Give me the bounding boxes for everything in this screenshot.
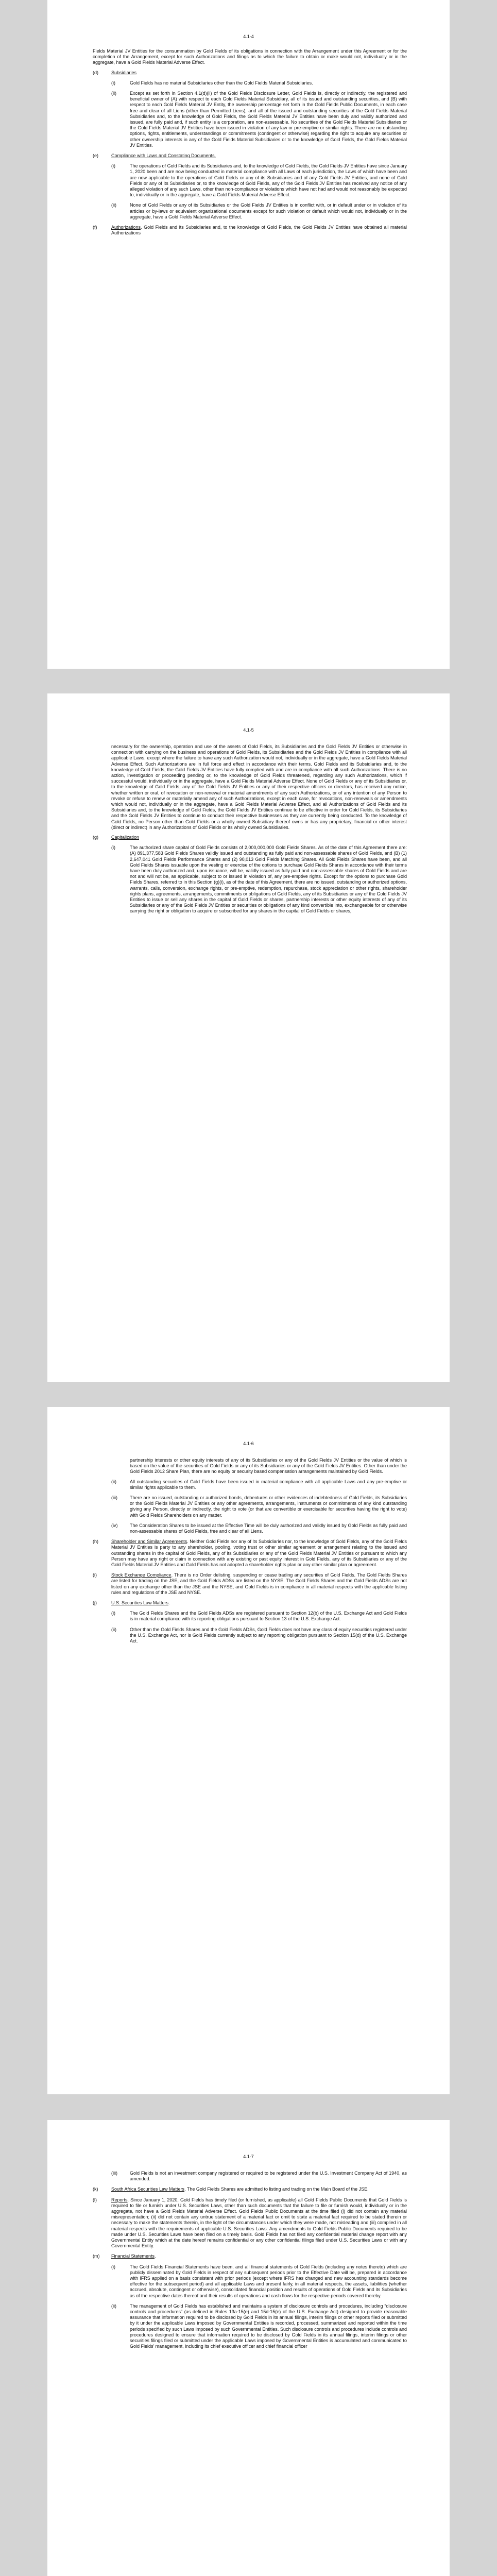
document-page — [47, 693, 450, 1382]
subclause-j-iii — [111, 2171, 407, 2182]
subclause-text: There are no issued, outstanding or authorized bonds, debentures or other evidences of indebtedness of Gold Fields, its Subsidiaries or the Gold Fields Material JV Entities or any other agreements, arrangements, instruments or commitments of any kind outstanding giving any Person, directly or indirectly, the right to vote (or that are convertible or exercisable for securities having the right to vote) with Gold Fields Shareholders on any matter. — [130, 1495, 407, 1518]
subclause-text: Other than the Gold Fields Shares and the Gold Fields ADSs, Gold Fields does not have any class of equity securities registered under the U.S. Exchange Act, nor is Gold Fields currently subject to any reporting obligation pursuant to Section 15(d) of the U.S. Exchange Act. — [130, 1626, 407, 1644]
subclause-text: The management of Gold Fields has established and maintains a system of disclosure controls and procedures, including “disclosure controls and procedures” (as defined in Rules 13a-15(e) and 15d-15(e) of the U.S. Exchange Act) designed to provide reasonable assurance that information required to be disclosed by Gold Fields in its annual filings, interim filings or other reports filed or submitted by it under the applicable Laws imposed by Governmental Entities is recorded, processed, summarized and reported within the time periods specified by such Laws imposed by such Governmental Entities. Such disclosure controls and procedures include controls and procedures designed to ensure that information required to be disclosed by Gold Fields in its annual filings, interim filings or other securities filings filed or submitted under the applicable Laws imposed by Governmental Entities is accumulated and communicated to Gold Fields’ management, including its chief executive officer and chief financial officer — [130, 2303, 407, 2349]
subclause-g-i — [111, 845, 407, 914]
subclause-text: The operations of Gold Fields and its Subsidiaries and, to the knowledge of Gold Fields, the Gold Fields JV Entities have since January 1, 2020 been and are now being conducted in material compliance with all Laws of each jurisdiction, the Laws of which have been and are now applicable to the operations of Gold Fields or any of its Subsidiaries and of any Gold Fields JV Entities, and none of Gold Fields or any of its Subsidiaries or, to the knowledge of Gold Fields, any of the Gold Fields JV Entities has received any notice of any alleged violation of any such Laws, other than non-compliance or violations which have not had and would not reasonably be expected to, individually or in the aggregate, have a Gold Fields Material Adverse Effect. — [130, 163, 407, 198]
subclause-label: (i) — [111, 80, 115, 86]
clause-text: . Since January 1, 2020, Gold Fields has timely filed (or furnished, as applicable) all Gold Fields Public Documents that Gold Fields is required to file or furnish under U.S. Securities Laws, other than such documents that the failure to file or furnish would, individually or in the aggregate, not have a Gold Fields Material Adverse Effect. Gold Fields Public Documents at the time filed (i) did not contain any material misrepresentation; (ii) did not contain any untrue statement of a material fact or omit to state a material fact required to be stated therein or necessary to make the statements therein, in the light of the circumstances under which they were made, not misleading and (iii) complied in all material respects with the requirements of applicable U.S. Securities Laws. Any amendments to Gold Fields Public Documents required to be made under U.S. Securities Laws have been filed on a timely basis. Gold Fields has not filed any confidential material change report with any Governmental Entity which at the date hereof remains confidential or any other confidential filings filed under U.S. Securities Laws or with any Governmental Entity. — [111, 2197, 407, 2249]
clause-f — [93, 225, 407, 236]
clause-e — [93, 153, 407, 159]
clause-label: (g) — [93, 835, 98, 840]
subclause-text: The Consideration Shares to be issued at the Effective Time will be duly authorized and validly issued by Gold Fields as fully paid and non-assessable shares of Gold Fields, free and clear of all Liens. — [130, 1522, 407, 1534]
subclause-text: None of Gold Fields or any of its Subsidiaries or the Gold Fields JV Entities is in conflict with, or in default under or in violation of its articles or by-laws or equivalent organizational documents except for such violation or default which would not, individually or in the aggregate, have a Gold Fields Material Adverse Effect. — [130, 202, 407, 219]
clause-heading: South Africa Securities Law Matters — [111, 2187, 185, 2192]
clause-text: . Gold Fields and its Subsidiaries and, to the knowledge of Gold Fields, the Gold Fields JV Entities have obtained all material Authorizations — [111, 225, 407, 236]
subclause-j-i — [111, 1611, 407, 1622]
page-number: 4.1-4 — [243, 34, 254, 39]
subclause-label: (iii) — [111, 1495, 117, 1501]
clause-heading: Shareholder and Similar Agreements — [111, 1539, 187, 1545]
document-page — [47, 2120, 450, 2576]
clause-text: . The Gold Fields Shares are admitted to listing and trading on the Main Board of the JSE. — [184, 2187, 369, 2192]
clause-heading: Stock Exchange Compliance — [111, 1572, 172, 1578]
clause-d — [93, 70, 407, 76]
subclause-label: (ii) — [111, 91, 116, 96]
subclause-label: (ii) — [111, 202, 116, 208]
clause-heading: Financial Statements — [111, 2253, 155, 2259]
document-page — [47, 1407, 450, 2094]
page-number: 4.1-7 — [243, 2154, 254, 2159]
subclause-e-ii — [111, 202, 407, 220]
subclause-text: Gold Fields has no material Subsidiaries other than the Gold Fields Material Subsidiaries. — [130, 80, 313, 86]
clause-i — [93, 1572, 407, 1596]
clause-text: . There is no Order delisting, suspending or cease trading any securities of Gold Fields. The Gold Fields Shares are listed for trading on the JSE, and the Gold Fields ADSs are listed on the NYSE. The Gold Fields Shares and the Gold Fields ADSs are not listed on any exchange other than the JSE and the NYSE, and Gold Fields is in compliance in all material respects with the applicable listing rules and regulations of the JSE and NYSE. — [111, 1572, 407, 1595]
clause-heading: Capitalization — [111, 835, 140, 840]
clause-label: (i) — [93, 1572, 97, 1578]
clause-heading: Authorizations — [111, 225, 141, 230]
clause-label: (h) — [93, 1539, 98, 1545]
clause-label: (d) — [93, 70, 98, 75]
clause-heading: Reports — [111, 2197, 128, 2202]
subclause-label: (ii) — [111, 2303, 116, 2309]
subclause-label: (i) — [111, 845, 115, 851]
paragraph-text: Fields Material JV Entities for the consummation by Gold Fields of its obligations in connection with the Arrangement under this Agreement or for the completion of the Arrangement, except for such Authorizations and filings as to which the failure to obtain or make would not, individually or in the aggregate, have a Gold Fields Material Adverse Effect. — [93, 48, 407, 65]
clause-label: (l) — [93, 2197, 97, 2202]
clause-heading: Compliance with Laws and Constating Documents. — [111, 153, 216, 159]
clause-label: (j) — [93, 1600, 97, 1606]
subclause-label: (i) — [111, 163, 115, 169]
clause-heading-end: . — [155, 2253, 156, 2259]
subclause-m-ii — [111, 2303, 407, 2350]
clause-label: (k) — [93, 2187, 98, 2192]
subclause-text: All outstanding securities of Gold Fields have been issued in material compliance with all applicable Laws and any pre-emptive or similar rights applicable to them. — [130, 1479, 407, 1490]
subclause-m-i — [111, 2264, 407, 2299]
subclause-label: (iii) — [111, 2171, 117, 2176]
clause-h — [93, 1539, 407, 1568]
clause-label: (f) — [93, 225, 97, 230]
clause-heading: Subsidiaries — [111, 70, 137, 75]
clause-j — [93, 1600, 407, 1606]
subclause-label: (ii) — [111, 1626, 116, 1632]
document-page — [47, 0, 450, 669]
clause-heading-end: . — [168, 1600, 170, 1606]
subclause-text: Gold Fields is not an investment company registered or required to be registered under the U.S. Investment Company Act of 1940, as amended. — [130, 2171, 407, 2182]
subclause-label: (i) — [111, 1611, 115, 1616]
page-number: 4.1-5 — [243, 727, 254, 733]
subclause-text: Except as set forth in Section 4.1(d)(ii) of the Gold Fields Disclosure Letter, Gold Fields is, directly or indirectly, the registered and beneficial owner of (A) with respect to each Gold Fields Material Subsidiary, all of its issued and outstanding securities, and (B) with respect to each Gold Fields Material JV Entity, the ownership percentage set forth in the Gold Fields Public Documents, in each case free and clear of all Liens (other than Permitted Liens), and all of the issued and outstanding securities of the Gold Fields Material Subsidiaries and, to the knowledge of Gold Fields, the Gold Fields Material JV Entities have been duly and validly authorized and issued, are fully paid and, if such entity is a corporation, are non-assessable. No securities of the Gold Fields Material Subsidiaries or the Gold Fields Material JV Entities have been issued in violation of any law or pre-emptive or similar rights. There are no outstanding options, rights, entitlements, understandings or commitments (contingent or otherwise) regarding the right to acquire any securities or other ownership interests in any of the Gold Fields Material Subsidiaries or to the knowledge of Gold Fields, the Gold Fields Material JV Entities. — [130, 91, 407, 148]
page-number: 4.1-6 — [243, 1441, 254, 1446]
subclause-label: (i) — [111, 2264, 115, 2269]
subclause-text: The authorized share capital of Gold Fields consists of 2,000,000,000 Gold Fields Shares. As of the date of this Agreement there are: (A) 891,377,583 Gold Fields Shares validly issued and outstanding as fully paid and non-assessable shares of Gold Fields, and (B) (1) 2,647,041 Gold Fields Performance Shares and (2) 90,013 Gold Fields Matching Shares. All Gold Fields Shares have been, and all Gold Fields Shares issuable upon the vesting or exercise of the options to purchase Gold Fields Shares in accordance with their terms have been duly authorized and, upon issuance, will be, validly issued as fully paid and non-assessable shares of Gold Fields and are not and will not be, as applicable, subject to or issued in violation of, any pre-emptive rights. Except for the options to purchase Gold Fields Shares, referred to in this Section (g)(i), as of the date of this Agreement, there are no issued, outstanding or authorized options, warrants, calls, conversion, exchange rights, or pre-emptive, redemption, repurchase, stock appreciation or other rights, shareholder rights plans, agreements, arrangements, commitments or obligations of Gold Fields, any of its Subsidiaries or any of the Gold Fields JV Entities to issue or sell any shares in the capital of Gold Fields or shares, partnership interests or other equity interests of any of its Subsidiaries or any of the Gold Fields JV Entities or securities or obligations of any kind convertible into, exchangeable for or otherwise carrying the right or obligation to acquire or subscribed for any shares in the capital of Gold Fields or shares, — [130, 845, 407, 914]
clause-l — [93, 2197, 407, 2249]
clause-label: (m) — [93, 2253, 100, 2259]
clause-m — [93, 2253, 407, 2259]
clause-text: . Neither Gold Fields nor any of its Subsidiaries nor, to the knowledge of Gold Fields, any of the Gold Fields Material JV Entities is party to any shareholder, pooling, voting trust or other similar agreement or arrangement relating to the issued and outstanding shares in the capital of Gold Fields, any of its Subsidiaries or any of the Gold Fields Material JV Entities or pursuant to which any Person may have any right or claim in connection with any existing or past equity interest in Gold Fields, any of its Subsidiaries or any of the Gold Fields Material JV Entities and Gold Fields has not adopted a shareholder rights plan or any other similar plan or agreement. — [111, 1539, 407, 1568]
subclause-g-iii — [111, 1495, 407, 1518]
subclause-label: (iv) — [111, 1522, 118, 1528]
subclause-g-ii — [111, 1479, 407, 1490]
paragraph-text: partnership interests or other equity interests of any of its Subsidiaries or any of the Gold Fields JV Entities or the value of which is based on the value of the securities of Gold Fields or any of its Subsidiaries or any of the Gold Fields JV Entities. Other than under the Gold Fields 2012 Share Plan, there are no equity or security based compensation arrangements maintained by Gold Fields. — [130, 1458, 407, 1475]
subclause-d-i — [111, 80, 407, 86]
subclause-text: The Gold Fields Shares and the Gold Fields ADSs are registered pursuant to Section 12(b) of the U.S. Exchange Act and Gold Fields is in material compliance with its reporting obligations pursuant to Section 13 of the U.S. Exchange Act. — [130, 1611, 407, 1622]
clause-k — [93, 2187, 407, 2192]
clause-label: (e) — [93, 153, 98, 159]
subclause-e-i — [111, 163, 407, 198]
subclause-j-ii — [111, 1627, 407, 1645]
clause-heading: U.S. Securities Law Matters — [111, 1600, 169, 1606]
paragraph-text: necessary for the ownership, operation and use of the assets of Gold Fields, its Subsidiaries and the Gold Fields JV Entities or otherwise in connection with carrying on the business and operations of Gold Fields, its Subsidiaries and the Gold Fields JV Entities in compliance with all applicable Laws, except where the failure to have any such Authorization would not, individually or in the aggregate, have a Gold Fields Material Adverse Effect. Such Authorizations are in full force and effect in accordance with their terms. Gold Fields and its Subsidiaries and, to the knowledge of Gold Fields, the Gold Fields JV Entities have fully complied with and are in compliance with all such Authorizations. There is no action, investigation or proceeding pending or, to the knowledge of Gold Fields threatened, regarding any such Authorizations, which if successful would, individually or in the aggregate, have a Gold Fields Material Adverse Effect. None of Gold Fields or any of its Subsidiaries or, to the knowledge of Gold Fields, any of the Gold Fields JV Entities or any of their respective officers or directors, has received any notice, whether written or oral, of revocation or non-renewal or material amendments of any such Authorizations, or of any intention of any Person to revoke or refuse to renew or materially amend any of such Authorizations, except in each case, for revocations, non-renewals or amendments which would not, individually or in the aggregate, have a Gold Fields Material Adverse Effect, and all Authorizations of Gold Fields and its Subsidiaries and, to the knowledge of Gold Fields, the Gold Fields JV Entities continue to be effective in order for Gold Fields, its Subsidiaries and the Gold Fields JV Entities to continue to conduct their respective businesses as they are currently being conducted. To the knowledge of Gold Fields, no Person other than Gold Fields or a wholly owned Subsidiary thereof owns or has any proprietary, financial or other interest (direct or indirect) in any Authorizations of Gold Fields or its wholly owned Subsidiaries. — [111, 744, 407, 830]
clause-g — [93, 835, 407, 840]
subclause-label: (ii) — [111, 1479, 116, 1484]
subclause-d-ii — [111, 91, 407, 148]
subclause-text: The Gold Fields Financial Statements have been, and all financial statements of Gold Fields (including any notes thereto) which are publicly disseminated by Gold Fields in respect of any subsequent periods prior to the Effective Date will be, prepared in accordance with IFRS applied on a basis consistent with prior periods (except where IFRS has changed and new accounting standards become effective for the subsequent period) and all applicable Laws and present fairly, in all material respects, the assets, liabilities (whether accrued, absolute, contingent or otherwise), consolidated financial position and results of operations of Gold Fields and its Subsidiaries as of the respective dates thereof and their results of operations and cash flows for the respective periods covered thereby. — [130, 2264, 407, 2298]
subclause-g-iv — [111, 1523, 407, 1534]
